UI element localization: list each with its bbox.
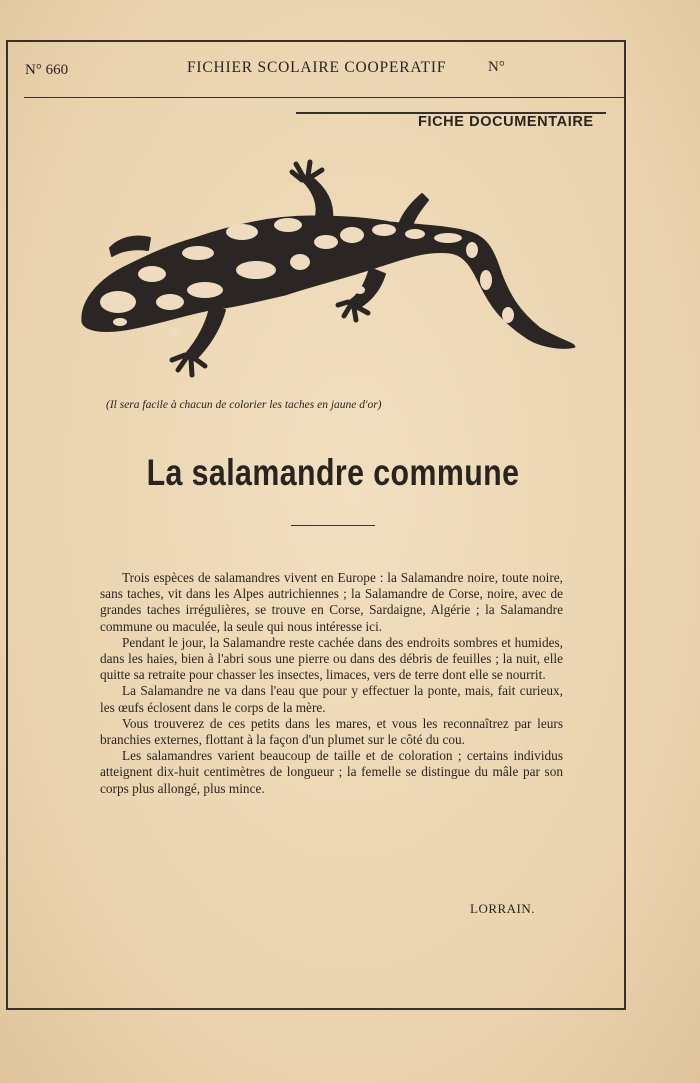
author-signature: LORRAIN. [470,901,536,916]
paragraph: Vous trouverez de ces petits dans les mares, et vous les reconnaîtrez par leurs branchies externes, flottant à la façon d'un plumet sur le côté du cou. [100,715,563,748]
salamander-icon [70,150,590,395]
publication-title: FICHIER SCOLAIRE COOPERATIF [187,59,447,76]
paragraph: La Salamandre ne va dans l'eau que pour y effectuer la ponte, mais, fait curieux, les œufs éclosent dans le corps de la mère. [100,683,563,715]
header-rule [24,97,624,98]
fiche-label: FICHE DOCUMENTAIRE [418,114,594,130]
sheet-number: N° 660 [25,62,69,78]
paragraph: Les salamandres varient beaucoup de taille et de coloration ; certains individus atteignent dix-huit centimètres de longueur ; la femelle se distingue du mâle par son corps plus allongé, plus mince. [100,748,563,796]
article-body [100,570,563,797]
paragraph: Trois espèces de salamandres vivent en Europe : la Salamandre noire, toute noire, sans taches, vit dans les Alpes autrichiennes ; la Salamandre de Corse, noire, avec de grandes taches irrégulières, se trouve en Corse, Sardaigne, Algérie ; la Salamandre commune ou maculée, la seule qui nous intéresse ici. [100,570,563,634]
paragraph: Pendant le jour, la Salamandre reste cachée dans des endroits sombres et humides, dans les haies, bien à l'abri sous une pierre ou dans des débris de feuilles ; la nuit, elle quitte sa retraite pour chasser les insectes, limaces, vers de terre dont elle se nourrit. [100,634,563,683]
illustration-caption: (Il sera facile à chacun de colorier les taches en jaune d'or) [106,399,382,411]
page-title: La salamandre commune [146,452,520,493]
sheet-number-label: N° [488,59,505,75]
title-rule [291,525,375,526]
